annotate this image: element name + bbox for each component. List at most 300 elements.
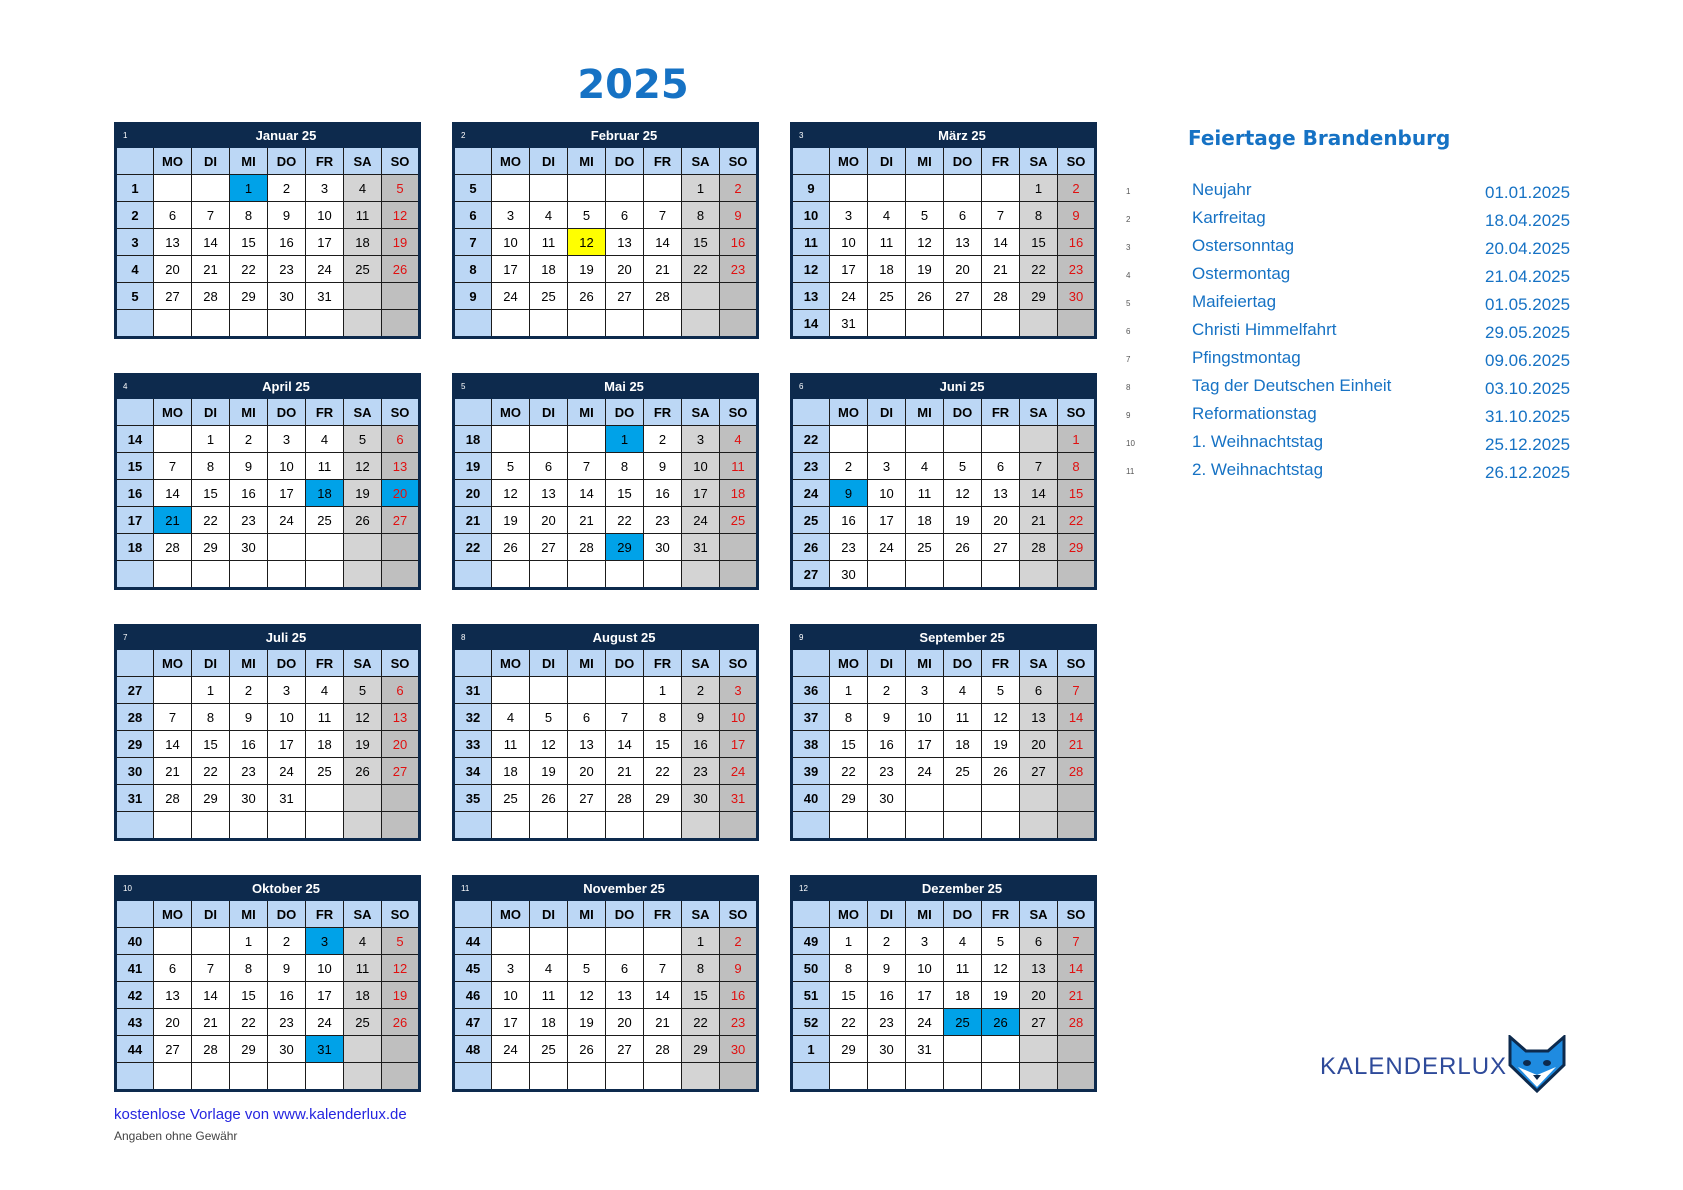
day-cell: 14 xyxy=(1058,704,1096,731)
weekday-header: MI xyxy=(906,650,944,677)
holiday-index: 10 xyxy=(1126,439,1135,448)
day-cell: 12 xyxy=(492,480,530,507)
day-cell: 26 xyxy=(944,534,982,561)
brand-logo-text: KALENDERLUX xyxy=(1320,1053,1508,1080)
week-row xyxy=(792,256,1096,283)
day-cell: 15 xyxy=(230,982,268,1009)
day-cell: 20 xyxy=(568,758,606,785)
day-cell: 20 xyxy=(154,1009,192,1036)
weekday-header: DI xyxy=(868,901,906,928)
day-cell: 5 xyxy=(568,955,606,982)
weekday-header: SA xyxy=(1020,650,1058,677)
day-cell: 6 xyxy=(382,426,420,453)
day-cell: 20 xyxy=(382,480,420,507)
day-cell: 4 xyxy=(306,677,344,704)
day-cell: 4 xyxy=(944,928,982,955)
day-cell: 2 xyxy=(268,928,306,955)
day-cell xyxy=(606,310,644,338)
week-row xyxy=(116,310,420,338)
week-number: 27 xyxy=(792,561,830,589)
week-row xyxy=(116,758,420,785)
day-cell: 11 xyxy=(944,704,982,731)
day-cell: 3 xyxy=(492,955,530,982)
day-cell xyxy=(568,310,606,338)
weekday-header: FR xyxy=(982,901,1020,928)
day-cell: 20 xyxy=(1020,982,1058,1009)
holiday-name: 2. Weihnachtstag xyxy=(1192,460,1324,479)
week-number-header xyxy=(792,650,830,677)
holidays-title: Feiertage Brandenburg xyxy=(1188,126,1451,150)
day-cell xyxy=(382,561,420,589)
day-cell xyxy=(720,310,758,338)
day-cell: 10 xyxy=(906,704,944,731)
day-cell: 16 xyxy=(682,731,720,758)
fox-logo-icon xyxy=(1506,1035,1568,1093)
day-cell: 13 xyxy=(154,982,192,1009)
day-cell: 10 xyxy=(682,453,720,480)
week-number: 33 xyxy=(454,731,492,758)
day-cell: 17 xyxy=(868,507,906,534)
day-cell xyxy=(192,310,230,338)
day-cell: 28 xyxy=(606,785,644,812)
weekday-header: SO xyxy=(720,650,758,677)
day-cell xyxy=(1058,561,1096,589)
weekday-header: SO xyxy=(382,148,420,175)
day-cell: 31 xyxy=(682,534,720,561)
day-cell xyxy=(530,561,568,589)
week-number: 30 xyxy=(116,758,154,785)
day-cell: 10 xyxy=(306,202,344,229)
week-row xyxy=(454,758,758,785)
day-cell xyxy=(192,1063,230,1091)
week-number: 51 xyxy=(792,982,830,1009)
day-cell: 20 xyxy=(606,1009,644,1036)
day-cell: 11 xyxy=(944,955,982,982)
day-cell xyxy=(944,310,982,338)
week-row xyxy=(116,256,420,283)
week-row xyxy=(792,202,1096,229)
day-cell xyxy=(530,1063,568,1091)
day-cell: 13 xyxy=(568,731,606,758)
day-cell: 26 xyxy=(530,785,568,812)
month-number: 8 xyxy=(454,625,492,650)
day-cell: 26 xyxy=(492,534,530,561)
day-cell: 15 xyxy=(1020,229,1058,256)
day-cell: 17 xyxy=(268,731,306,758)
month-name: August 25 xyxy=(492,625,758,650)
day-cell: 29 xyxy=(606,534,644,561)
week-number: 25 xyxy=(792,507,830,534)
day-cell xyxy=(344,1036,382,1063)
week-number-header xyxy=(116,148,154,175)
day-cell: 7 xyxy=(154,453,192,480)
week-number: 27 xyxy=(116,677,154,704)
day-cell: 19 xyxy=(982,731,1020,758)
day-cell xyxy=(944,561,982,589)
month-name: November 25 xyxy=(492,876,758,901)
day-cell: 18 xyxy=(530,256,568,283)
day-cell: 6 xyxy=(154,955,192,982)
week-row xyxy=(792,677,1096,704)
day-cell: 9 xyxy=(268,955,306,982)
day-cell: 12 xyxy=(530,731,568,758)
month-calendar xyxy=(452,875,759,1092)
day-cell xyxy=(568,175,606,202)
year-title: 2025 xyxy=(577,62,689,108)
day-cell: 24 xyxy=(720,758,758,785)
week-row xyxy=(116,928,420,955)
weekday-header: DI xyxy=(192,399,230,426)
day-cell: 17 xyxy=(492,256,530,283)
week-number: 8 xyxy=(454,256,492,283)
day-cell: 6 xyxy=(154,202,192,229)
day-cell xyxy=(1058,812,1096,840)
month-name: Juli 25 xyxy=(154,625,420,650)
day-cell: 6 xyxy=(982,453,1020,480)
day-cell xyxy=(606,175,644,202)
day-cell: 6 xyxy=(606,202,644,229)
day-cell: 29 xyxy=(1058,534,1096,561)
day-cell xyxy=(268,812,306,840)
day-cell: 13 xyxy=(982,480,1020,507)
weekday-header: DI xyxy=(868,650,906,677)
weekday-header: SO xyxy=(382,901,420,928)
week-number: 1 xyxy=(116,175,154,202)
weekday-header: MO xyxy=(154,148,192,175)
week-number xyxy=(454,812,492,840)
day-cell: 14 xyxy=(606,731,644,758)
week-number: 26 xyxy=(792,534,830,561)
day-cell: 3 xyxy=(306,928,344,955)
day-cell: 17 xyxy=(682,480,720,507)
day-cell xyxy=(644,175,682,202)
day-cell: 20 xyxy=(530,507,568,534)
week-number xyxy=(116,561,154,589)
week-number: 43 xyxy=(116,1009,154,1036)
day-cell: 20 xyxy=(382,731,420,758)
week-row xyxy=(116,1009,420,1036)
week-row xyxy=(792,982,1096,1009)
day-cell: 16 xyxy=(720,229,758,256)
day-cell: 10 xyxy=(492,229,530,256)
day-cell: 15 xyxy=(682,229,720,256)
week-number: 37 xyxy=(792,704,830,731)
day-cell: 31 xyxy=(268,785,306,812)
week-number: 18 xyxy=(454,426,492,453)
day-cell: 29 xyxy=(644,785,682,812)
week-number: 17 xyxy=(116,507,154,534)
day-cell: 27 xyxy=(606,1036,644,1063)
weekday-header: SO xyxy=(1058,901,1096,928)
day-cell xyxy=(154,426,192,453)
holiday-index: 7 xyxy=(1126,355,1131,364)
day-cell: 3 xyxy=(906,677,944,704)
weekday-header: SA xyxy=(344,148,382,175)
day-cell: 17 xyxy=(306,229,344,256)
day-cell: 6 xyxy=(1020,928,1058,955)
holiday-name: 1. Weihnachtstag xyxy=(1192,432,1324,451)
day-cell: 24 xyxy=(906,1009,944,1036)
day-cell: 26 xyxy=(568,1036,606,1063)
day-cell xyxy=(492,310,530,338)
week-number: 2 xyxy=(116,202,154,229)
day-cell xyxy=(906,175,944,202)
week-row xyxy=(792,426,1096,453)
day-cell xyxy=(568,928,606,955)
week-row xyxy=(116,982,420,1009)
weekday-header: FR xyxy=(306,148,344,175)
day-cell: 9 xyxy=(644,453,682,480)
day-cell: 26 xyxy=(982,758,1020,785)
day-cell: 11 xyxy=(868,229,906,256)
day-cell: 15 xyxy=(682,982,720,1009)
day-cell xyxy=(530,310,568,338)
week-row xyxy=(454,1009,758,1036)
week-number: 40 xyxy=(116,928,154,955)
day-cell: 24 xyxy=(492,1036,530,1063)
day-cell: 27 xyxy=(1020,1009,1058,1036)
day-cell: 15 xyxy=(192,731,230,758)
month-calendar xyxy=(790,624,1097,841)
week-row xyxy=(454,202,758,229)
day-cell: 1 xyxy=(1020,175,1058,202)
day-cell xyxy=(944,785,982,812)
day-cell xyxy=(230,812,268,840)
week-row xyxy=(116,507,420,534)
day-cell: 11 xyxy=(906,480,944,507)
day-cell: 30 xyxy=(720,1036,758,1063)
month-calendar xyxy=(790,122,1097,339)
month-calendar xyxy=(452,624,759,841)
day-cell: 25 xyxy=(530,1036,568,1063)
weekday-header: FR xyxy=(644,650,682,677)
day-cell: 10 xyxy=(268,704,306,731)
day-cell xyxy=(830,175,868,202)
week-number: 14 xyxy=(116,426,154,453)
week-number: 5 xyxy=(454,175,492,202)
day-cell: 9 xyxy=(720,955,758,982)
week-row xyxy=(792,453,1096,480)
weekday-header: DI xyxy=(530,650,568,677)
day-cell: 26 xyxy=(344,507,382,534)
day-cell xyxy=(306,1063,344,1091)
day-cell: 25 xyxy=(944,1009,982,1036)
week-number: 24 xyxy=(792,480,830,507)
weekday-header: FR xyxy=(644,399,682,426)
day-cell xyxy=(982,426,1020,453)
week-row xyxy=(792,310,1096,338)
week-number-header xyxy=(454,148,492,175)
week-row xyxy=(454,955,758,982)
day-cell: 7 xyxy=(982,202,1020,229)
month-number: 11 xyxy=(454,876,492,901)
holiday-index: 5 xyxy=(1126,299,1131,308)
template-link[interactable]: kostenlose Vorlage von www.kalenderlux.de xyxy=(114,1106,407,1123)
day-cell: 7 xyxy=(568,453,606,480)
week-number: 1 xyxy=(792,1036,830,1063)
week-number: 23 xyxy=(792,453,830,480)
week-number xyxy=(454,310,492,338)
day-cell: 28 xyxy=(1020,534,1058,561)
weekday-header: FR xyxy=(644,148,682,175)
holiday-name: Christi Himmelfahrt xyxy=(1192,320,1337,339)
day-cell xyxy=(830,1063,868,1091)
day-cell: 5 xyxy=(344,426,382,453)
week-number: 28 xyxy=(116,704,154,731)
month-number: 2 xyxy=(454,123,492,148)
weekday-header: MI xyxy=(906,901,944,928)
day-cell: 25 xyxy=(720,507,758,534)
month-calendar xyxy=(790,373,1097,590)
holiday-row xyxy=(1126,180,1586,208)
day-cell xyxy=(906,561,944,589)
weekday-header: MI xyxy=(568,148,606,175)
day-cell xyxy=(382,1036,420,1063)
weekday-header: FR xyxy=(982,650,1020,677)
month-number: 6 xyxy=(792,374,830,399)
week-row xyxy=(116,175,420,202)
weekday-header: MO xyxy=(492,901,530,928)
day-cell: 20 xyxy=(606,256,644,283)
day-cell: 8 xyxy=(682,955,720,982)
day-cell: 3 xyxy=(492,202,530,229)
day-cell xyxy=(344,283,382,310)
day-cell: 16 xyxy=(230,480,268,507)
day-cell: 19 xyxy=(344,480,382,507)
day-cell: 8 xyxy=(830,955,868,982)
week-number: 29 xyxy=(116,731,154,758)
day-cell: 2 xyxy=(682,677,720,704)
day-cell: 23 xyxy=(268,256,306,283)
week-number: 13 xyxy=(792,283,830,310)
day-cell: 11 xyxy=(344,955,382,982)
day-cell: 7 xyxy=(1058,677,1096,704)
day-cell: 18 xyxy=(944,731,982,758)
week-number: 46 xyxy=(454,982,492,1009)
day-cell: 22 xyxy=(682,256,720,283)
day-cell xyxy=(720,283,758,310)
day-cell xyxy=(1020,310,1058,338)
day-cell: 14 xyxy=(1058,955,1096,982)
weekday-header: SO xyxy=(720,148,758,175)
day-cell xyxy=(306,812,344,840)
day-cell: 19 xyxy=(344,731,382,758)
day-cell: 19 xyxy=(530,758,568,785)
day-cell: 14 xyxy=(644,982,682,1009)
day-cell xyxy=(192,928,230,955)
holiday-index: 4 xyxy=(1126,271,1131,280)
day-cell: 20 xyxy=(1020,731,1058,758)
day-cell xyxy=(230,1063,268,1091)
month-name: Oktober 25 xyxy=(154,876,420,901)
weekday-header: DI xyxy=(192,901,230,928)
week-row xyxy=(792,955,1096,982)
holiday-date: 09.06.2025 xyxy=(1485,351,1571,370)
day-cell: 4 xyxy=(906,453,944,480)
week-row xyxy=(454,453,758,480)
weekday-header: DO xyxy=(944,148,982,175)
day-cell: 22 xyxy=(830,758,868,785)
day-cell: 27 xyxy=(944,283,982,310)
day-cell xyxy=(682,561,720,589)
day-cell: 6 xyxy=(530,453,568,480)
week-number: 41 xyxy=(116,955,154,982)
weekday-header: MI xyxy=(230,650,268,677)
week-row xyxy=(116,229,420,256)
week-row xyxy=(454,426,758,453)
week-number: 9 xyxy=(454,283,492,310)
month-number: 5 xyxy=(454,374,492,399)
weekday-header: MO xyxy=(154,399,192,426)
holiday-name: Ostermontag xyxy=(1192,264,1291,283)
week-number: 20 xyxy=(454,480,492,507)
day-cell xyxy=(868,175,906,202)
day-cell: 18 xyxy=(492,758,530,785)
day-cell: 5 xyxy=(382,928,420,955)
day-cell: 16 xyxy=(720,982,758,1009)
weekday-header: MO xyxy=(830,399,868,426)
weekday-header: MI xyxy=(906,148,944,175)
day-cell: 23 xyxy=(682,758,720,785)
weekday-header: SA xyxy=(682,901,720,928)
day-cell: 3 xyxy=(268,426,306,453)
weekday-header: DO xyxy=(268,901,306,928)
week-row xyxy=(792,507,1096,534)
week-number: 47 xyxy=(454,1009,492,1036)
day-cell: 25 xyxy=(530,283,568,310)
day-cell xyxy=(944,812,982,840)
weekday-header: MO xyxy=(154,901,192,928)
day-cell xyxy=(944,175,982,202)
weekday-header: MO xyxy=(492,399,530,426)
day-cell: 19 xyxy=(492,507,530,534)
day-cell: 19 xyxy=(906,256,944,283)
disclaimer: Angaben ohne Gewähr xyxy=(114,1129,238,1143)
day-cell: 1 xyxy=(1058,426,1096,453)
day-cell: 9 xyxy=(268,202,306,229)
day-cell: 25 xyxy=(868,283,906,310)
day-cell: 5 xyxy=(944,453,982,480)
day-cell xyxy=(1058,785,1096,812)
week-row xyxy=(116,283,420,310)
week-number-header xyxy=(454,901,492,928)
month-number: 1 xyxy=(116,123,154,148)
day-cell: 4 xyxy=(868,202,906,229)
day-cell xyxy=(306,785,344,812)
day-cell: 20 xyxy=(154,256,192,283)
day-cell xyxy=(644,1063,682,1091)
day-cell: 25 xyxy=(306,507,344,534)
day-cell: 18 xyxy=(344,982,382,1009)
day-cell: 29 xyxy=(830,1036,868,1063)
day-cell: 1 xyxy=(606,426,644,453)
week-row xyxy=(454,283,758,310)
week-number: 18 xyxy=(116,534,154,561)
day-cell xyxy=(382,283,420,310)
day-cell: 9 xyxy=(720,202,758,229)
day-cell xyxy=(568,426,606,453)
week-row xyxy=(454,812,758,840)
day-cell: 22 xyxy=(230,1009,268,1036)
weekday-header: DO xyxy=(606,148,644,175)
day-cell: 12 xyxy=(382,202,420,229)
week-row xyxy=(792,731,1096,758)
week-number: 3 xyxy=(116,229,154,256)
weekday-header: MI xyxy=(230,148,268,175)
day-cell: 11 xyxy=(720,453,758,480)
week-number xyxy=(792,1063,830,1091)
day-cell xyxy=(868,561,906,589)
